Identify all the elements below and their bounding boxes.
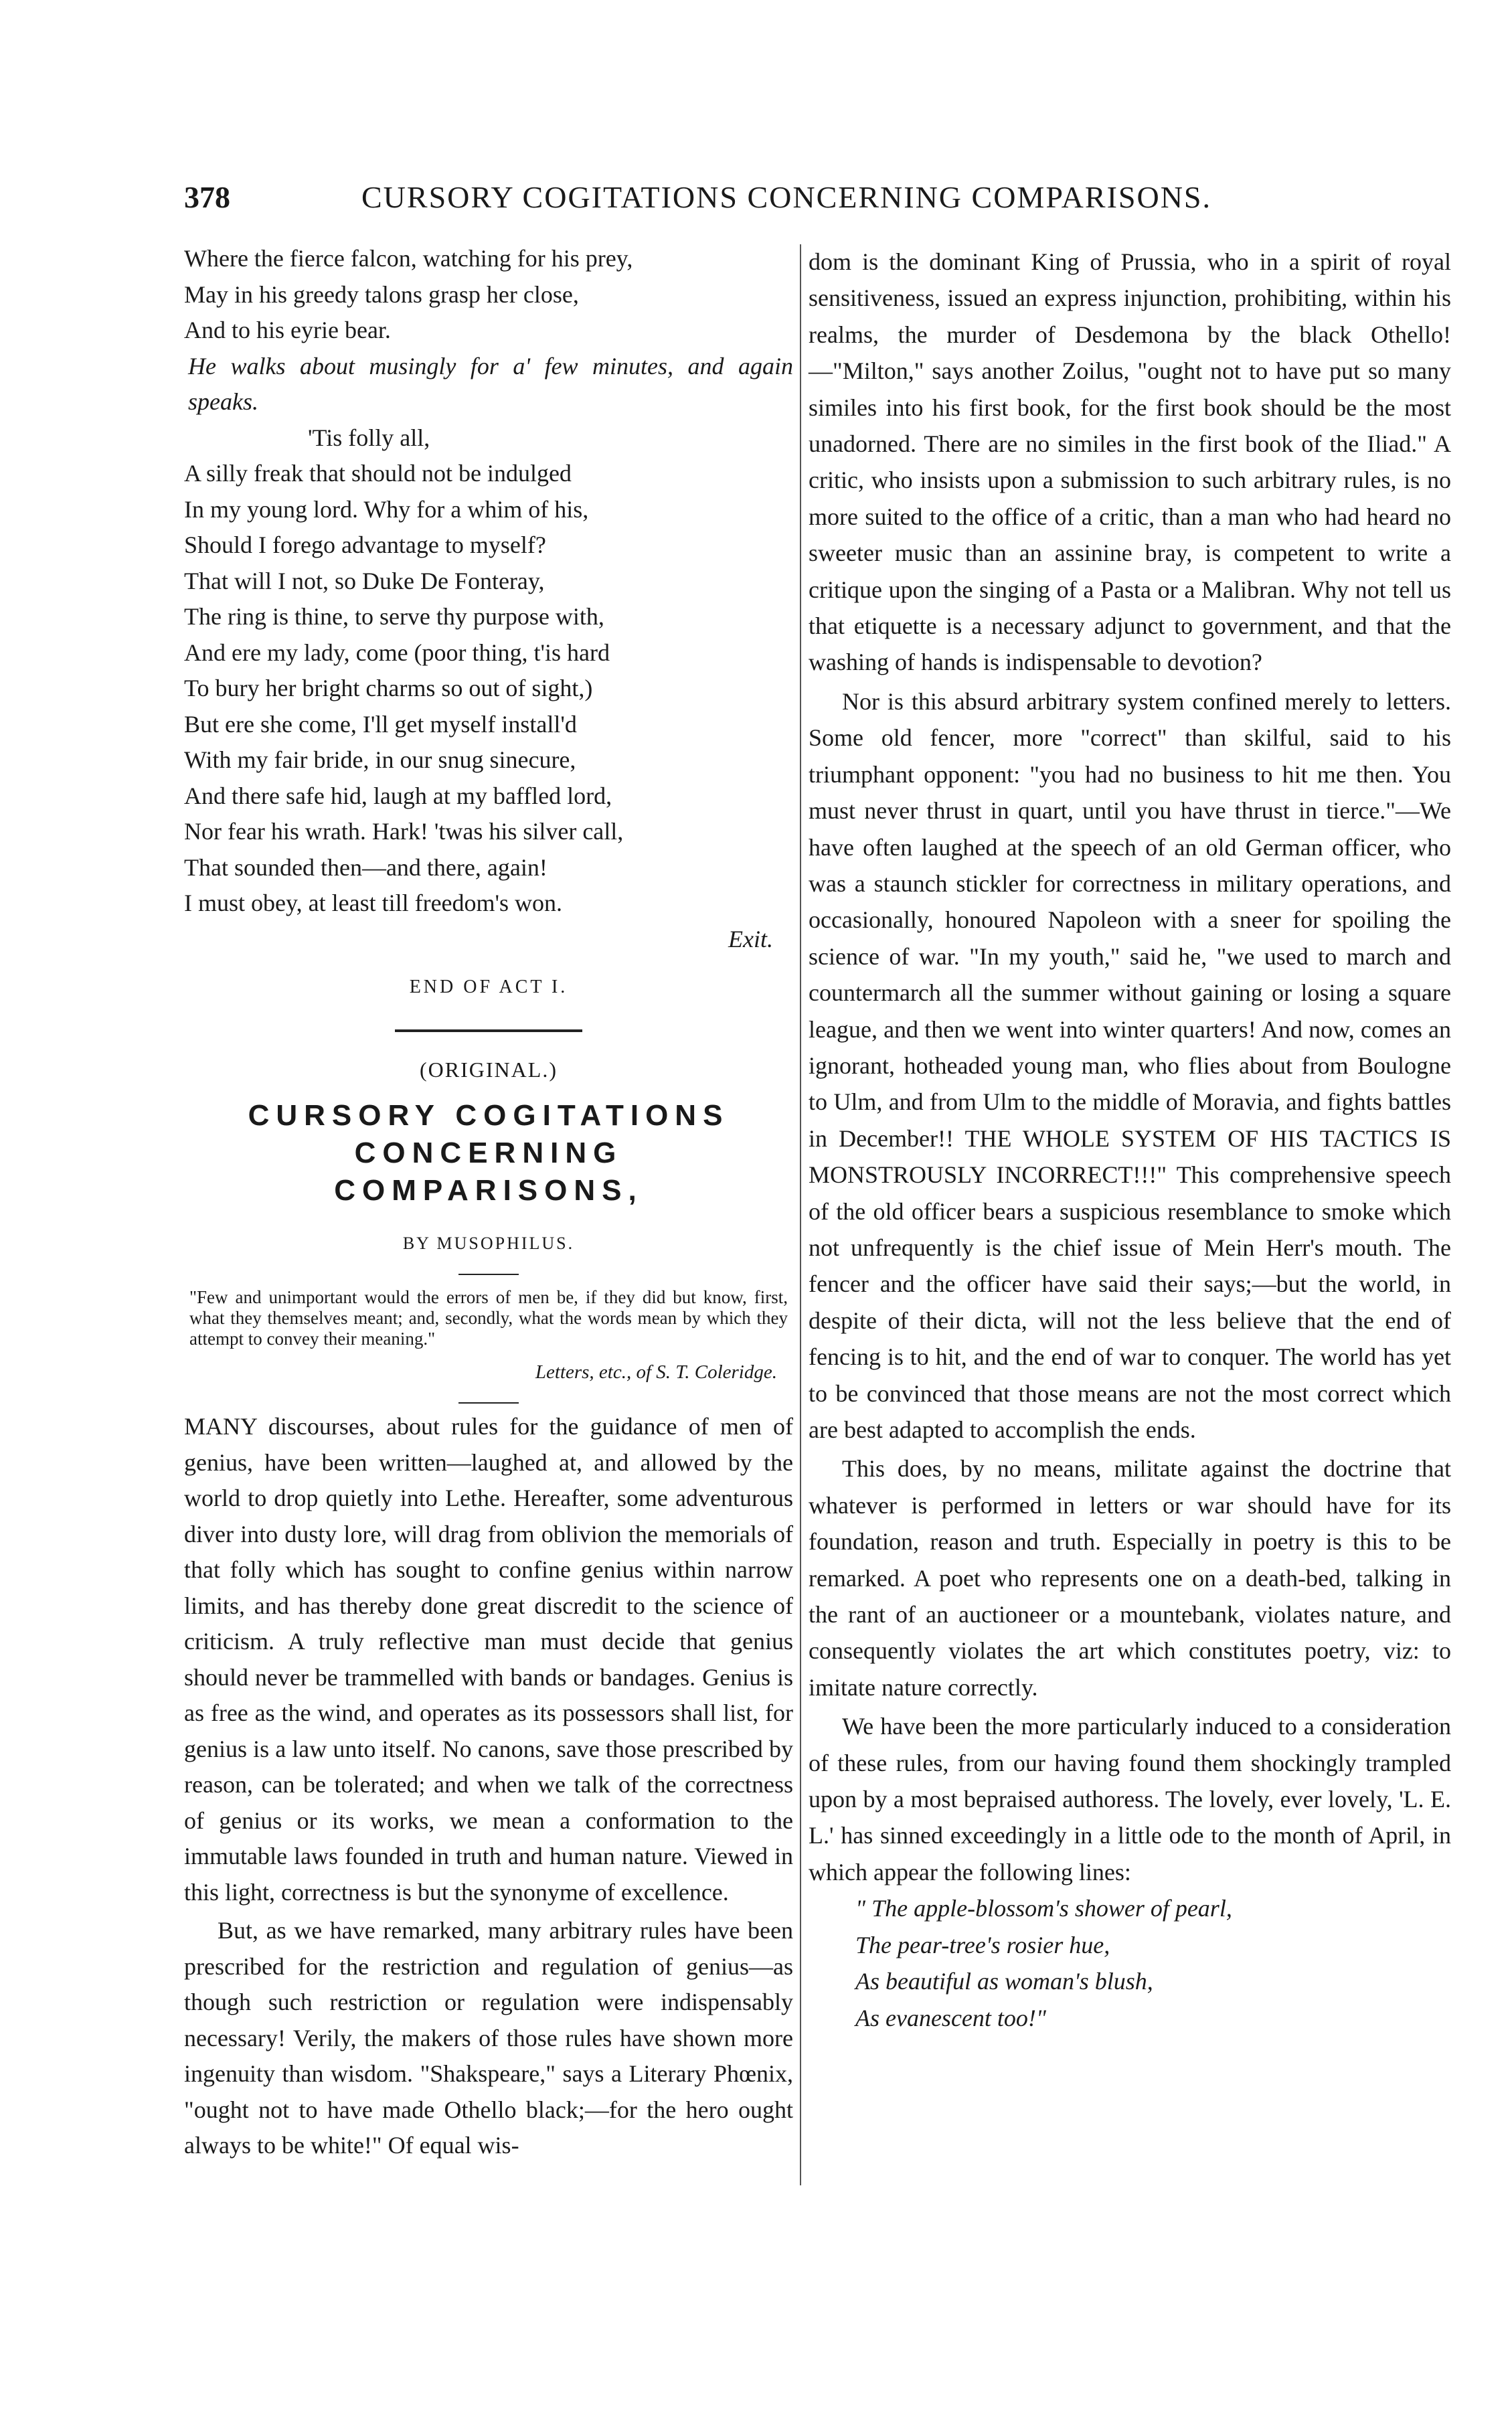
- article-title-line: CURSORY COGITATIONS CONCERNING: [248, 1099, 730, 1169]
- quoted-verse-line: As evanescent too!": [855, 2004, 1047, 2031]
- verse-line: That will I not, so Duke De Fonteray,: [184, 567, 545, 594]
- verse-line: 'Tis folly all,: [308, 424, 430, 451]
- end-of-act: END OF ACT I.: [409, 977, 568, 997]
- verse-line: Where the fierce falcon, watching for his prey,: [184, 245, 633, 272]
- section-rule: [395, 1029, 582, 1032]
- quoted-verse-line: The pear-tree's rosier hue,: [855, 1931, 1110, 1958]
- verse-line: And ere my lady, come (poor thing, t'is hard: [184, 639, 610, 666]
- article-title-line: COMPARISONS,: [334, 1174, 643, 1207]
- verse-line: May in his greedy talons grasp her close,: [184, 280, 579, 308]
- left-column: [184, 241, 793, 2164]
- right-column: [809, 241, 1451, 2036]
- body-paragraph: This does, by no means, militate against the doctrine that whatever is performed in letters or war should have for its foundation, reason and truth. Especially in poetry is this to be remarked. A poet who represents one on a death-bed, talking in the rant of an auctioneer or a mountebank, violates nature, and consequently violates the art which constitutes poetry, viz: to imitate nature correctly.: [809, 1455, 1451, 1701]
- verse-line: And to his eyrie bear.: [184, 317, 391, 343]
- body-paragraph: dom is the dominant King of Prussia, who in a spirit of royal sensitiveness, issued an express injunction, prohibiting, within his realms, the murder of Desdemona by the black Othello!—"Milton," says another Zoilus, "ought not to have put so many similes into his first book, for the first book should be the most unadorned. There are no similes in the first book of the Iliad." A critic, who insists upon a submission to such arbitrary rules, is no more suited to the office of a critic, than a man who had heard no sweeter music than an assinine bray, is competent to write a critique upon the singing of a Pasta or a Malibran. Why not tell us that etiquette is a necessary adjunct to government, and that the washing of hands is indispensable to devotion?: [809, 248, 1451, 676]
- verse-line: And there safe hid, laugh at my baffled lord,: [184, 782, 612, 809]
- verse-line: Should I forego advantage to myself?: [184, 531, 546, 558]
- epigraph: "Few and unimportant would the errors of men be, if they did but know, first, what they themselves meant; and, secondly, what the words mean by which they attempt to convey their meaning.": [189, 1286, 788, 1349]
- exit-direction: Exit.: [728, 925, 773, 952]
- epigraph-rule: [458, 1402, 519, 1404]
- original-label: (ORIGINAL.): [420, 1057, 558, 1082]
- verse-line: To bury her bright charms so out of sight,): [184, 675, 593, 701]
- verse-line: A silly freak that should not be indulged: [184, 460, 572, 487]
- running-title: CURSORY COGITATIONS CONCERNING COMPARISONS.: [361, 180, 1212, 214]
- verse-line: But ere she come, I'll get myself install'd: [184, 710, 577, 738]
- verse-line: In my young lord. Why for a whim of his,: [184, 495, 589, 523]
- verse-line: With my fair bride, in our snug sinecure,: [184, 746, 576, 773]
- verse-line: That sounded then—and there, again!: [184, 853, 548, 881]
- epigraph-source: Letters, etc., of S. T. Coleridge.: [535, 1361, 777, 1383]
- page-number: 378: [184, 180, 230, 214]
- verse-line: I must obey, at least till freedom's won.: [184, 890, 563, 916]
- byline: BY MUSOPHILUS.: [402, 1234, 575, 1253]
- verse-line: Nor fear his wrath. Hark! 'twas his silver call,: [184, 818, 624, 845]
- body-paragraph: MANY discourses, about rules for the guidance of men of genius, have been written—laughed at, and allowed by the world to drop quietly into Lethe. Hereafter, some adventurous diver into dusty lore, will drag from oblivion the memorials of that folly which has sought to confine genius within narrow limits, and has thereby done great discredit to the science of criticism. A truly reflective man must decide that genius should never be trammelled with bands or bandages. Genius is as free as the wind, and operates as its possessors shall list, for genius is a law unto itself. No canons, save those prescribed by reason, can be tolerated; and when we talk of the correctness of genius or its works, we mean a conformation to the immutable laws founded in truth and human nature. Viewed in this light, correctness is but the synonyme of excellence.: [184, 1413, 793, 1906]
- byline-rule: [458, 1274, 519, 1275]
- page-header: [184, 179, 1268, 226]
- quoted-verse-line: " The apple-blossom's shower of pearl,: [855, 1895, 1232, 1922]
- article-title: [184, 1097, 793, 1209]
- quoted-verse-line: As beautiful as woman's blush,: [855, 1968, 1153, 1995]
- body-paragraph: We have been the more particularly induced to a consideration of these rules, from our having found them shockingly trampled upon by a most bepraised authoress. The lovely, ever lovely, 'L. E. L.' has sinned exceedingly in a little ode to the month of April, in which appear the following lines:: [809, 1713, 1451, 1885]
- stage-direction: He walks about musingly for a' few minutes, and again speaks.: [188, 352, 793, 415]
- body-paragraph: But, as we have remarked, many arbitrary rules have been prescribed for the restriction and regulation of genius—as though such restriction or regulation were indispensably necessary! Verily, the makers of those rules have shown more ingenuity than wisdom. "Shakspeare," says a Literary Phœnix, "ought not to have made Othello black;—for the hero ought always to be white!" Of equal wis-: [184, 1917, 793, 2159]
- column-divider: [800, 244, 801, 2185]
- body-paragraph: Nor is this absurd arbitrary system confined merely to letters. Some old fencer, more "correct" than skilful, said to his triumphant opponent: "you had no business to hit me then. You must never thrust in quart, until you have thrust in tierce."—We have often laughed at the speech of an old German officer, who was a staunch stickler for correctness in military operations, and occasionally, honoured Napoleon with a sneer for spoiling the science of war. "In my youth," said he, "we used to march and countermarch all the summer without gaining or losing a square league, and then we went into winter quarters! And now, comes an ignorant, hotheaded young man, who flies about from Boulogne to Ulm, and from Ulm to the middle of Moravia, and fights battles in December!! THE WHOLE SYSTEM OF HIS TACTICS IS MONSTROUSLY INCORRECT!!!" This comprehensive speech of the old officer bears a suspicious resemblance to smoke which not unfrequently is the chief issue of Mein Herr's mouth. The fencer and the officer have said their says;—but the world, in despite of their dicta, will not the less believe that the end of fencing is to hit, and the end of war to conquer. The world has yet to be convinced that those means are not the most correct which are best adapted to accomplish the ends.: [809, 687, 1451, 1443]
- verse-line: The ring is thine, to serve thy purpose with,: [184, 603, 604, 630]
